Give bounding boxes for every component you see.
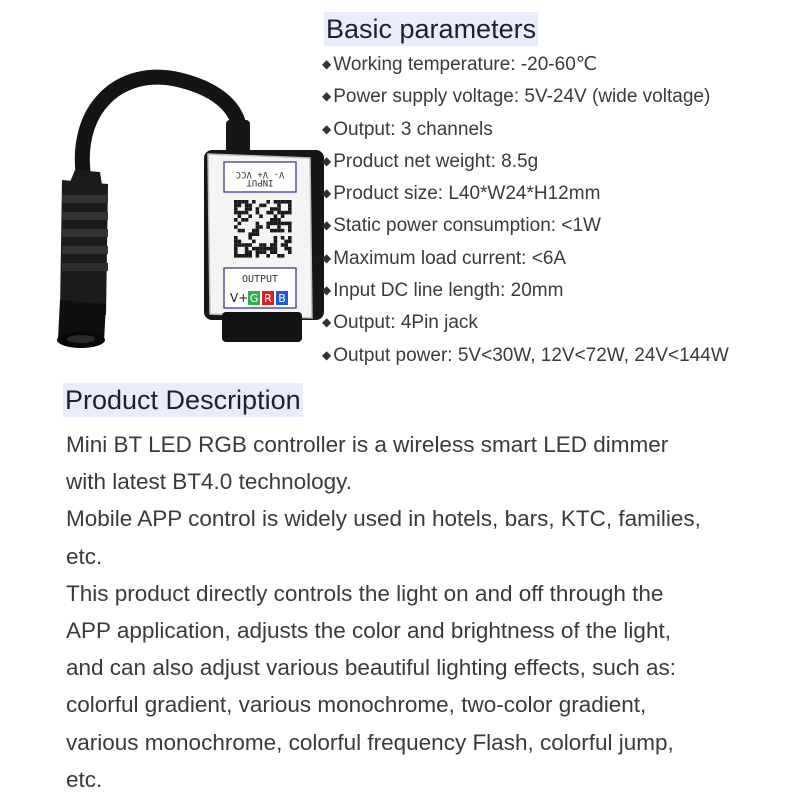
controller-illustration	[40, 50, 330, 350]
diamond-bullet-icon: ◆	[322, 315, 332, 330]
description-line: and can also adjust various beautiful lighting effects, such as:	[66, 655, 676, 681]
output-pin-r: R	[264, 292, 272, 305]
parameter-text: Product size: L40*W24*H12mm	[333, 183, 601, 205]
parameter-text: Static power consumption: <1W	[333, 215, 601, 237]
parameter-text: Power supply voltage: 5V-24V (wide voltage)	[333, 86, 711, 108]
parameter-item	[322, 242, 729, 274]
description-line: Mini BT LED RGB controller is a wireless smart LED dimmer	[66, 432, 669, 457]
description-line: This product directly controls the light on and off through the	[66, 580, 664, 606]
output-pin-b: B	[278, 292, 286, 305]
strain-relief-top	[226, 120, 250, 155]
product-description-heading: Product Description	[65, 385, 301, 415]
dc-jack	[57, 170, 108, 348]
output-pin-g: G	[249, 292, 259, 305]
parameter-text: Output: 4Pin jack	[333, 312, 478, 334]
diamond-bullet-icon: ◆	[322, 153, 332, 168]
parameter-text: Output power: 5V<30W, 12V<72W, 24V<144W	[333, 344, 729, 366]
parameter-text: Working temperature: -20-60℃	[333, 54, 598, 75]
description-line: various monochrome, colorful frequency Flash, colorful jump,	[66, 729, 674, 755]
parameter-item	[322, 177, 729, 209]
description-line: etc.	[66, 543, 103, 569]
diamond-bullet-icon: ◆	[322, 283, 332, 298]
parameter-text: Output: 3 channels	[333, 118, 493, 140]
parameter-item	[322, 274, 729, 306]
product-description-body	[66, 426, 766, 798]
parameter-item	[322, 339, 729, 371]
input-pins-text: V- V+ VCC	[235, 169, 285, 179]
description-line: etc.	[66, 766, 103, 792]
product-image	[40, 50, 330, 350]
parameter-item	[322, 48, 729, 80]
diamond-bullet-icon: ◆	[322, 89, 332, 104]
diamond-bullet-icon: ◆	[322, 121, 332, 136]
parameter-item	[322, 80, 729, 112]
parameter-item	[322, 209, 729, 241]
output-pin-vplus: V+	[230, 291, 249, 305]
diamond-bullet-icon: ◆	[322, 186, 332, 201]
description-line: Mobile APP control is widely used in hotels, bars, KTC, families,	[66, 506, 701, 532]
parameter-text: Input DC line length: 20mm	[333, 280, 564, 302]
parameter-item	[322, 306, 729, 338]
basic-parameters-heading: Basic parameters	[326, 14, 537, 44]
description-line: APP application, adjusts the color and brightness of the light,	[66, 618, 671, 644]
parameter-text: Product net weight: 8.5g	[333, 150, 539, 172]
controller-module	[204, 150, 324, 342]
basic-parameters-list	[322, 48, 729, 371]
parameter-text: Maximum load current: <6A	[333, 247, 567, 269]
diamond-bullet-icon: ◆	[322, 347, 332, 362]
description-line: colorful gradient, various monochrome, two-color gradient,	[66, 692, 647, 718]
output-label-text: OUTPUT	[241, 274, 279, 285]
parameter-item	[322, 145, 729, 177]
diamond-bullet-icon: ◆	[322, 57, 332, 71]
parameter-item	[322, 113, 729, 145]
diamond-bullet-icon: ◆	[322, 218, 332, 233]
description-line: with latest BT4.0 technology.	[66, 469, 352, 495]
input-label-text: INPUT	[246, 177, 274, 187]
diamond-bullet-icon: ◆	[322, 250, 332, 265]
